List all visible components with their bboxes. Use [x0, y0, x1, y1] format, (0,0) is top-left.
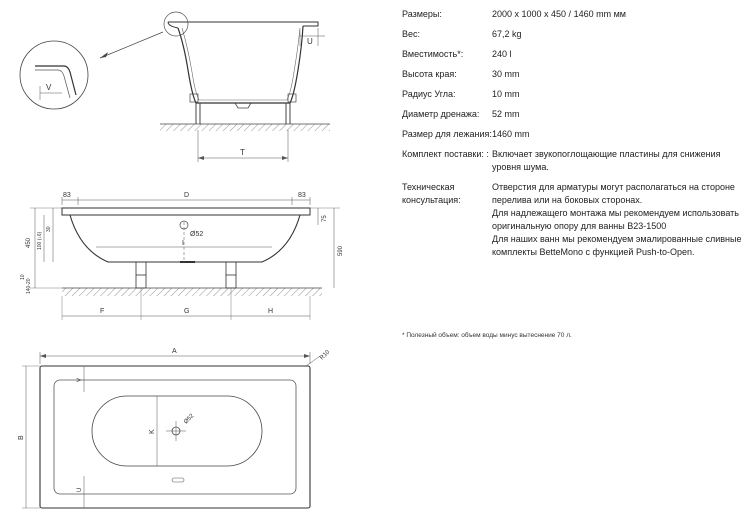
spec-value — [492, 108, 742, 121]
spec-value-line: 2000 x 1000 x 450 / 1460 mm мм — [492, 9, 626, 19]
dim-v-plan-label: V — [77, 377, 83, 382]
dim-f-label: F — [100, 308, 105, 315]
dim-83-right-label: 83 — [298, 192, 306, 199]
spec-label: Размеры: — [402, 9, 442, 19]
dim-t-label: T — [240, 148, 245, 157]
side-elevation-view — [20, 192, 344, 320]
spec-value-line: 30 mm — [492, 69, 520, 79]
dim-450-label: 450 — [26, 237, 32, 248]
spec-value-line: 52 mm — [492, 109, 520, 119]
plan-view — [18, 348, 332, 508]
spec-row — [402, 48, 742, 61]
dim-d52-plan-label: Ø52 — [183, 413, 196, 426]
spec-value-line: Отверстия для арматуры могут располагаться на стороне перелива или на боковых сторонах. — [492, 182, 735, 205]
spec-value-line: 67,2 kg — [492, 29, 522, 39]
tub-section-outline — [178, 26, 303, 103]
dim-i-label: I — [182, 240, 184, 247]
spec-value — [492, 68, 742, 81]
floor-hatch-side — [62, 288, 322, 296]
dim-10-label: 10 — [20, 274, 26, 280]
spec-label: Вместимость*: — [402, 49, 464, 59]
spec-value — [492, 8, 742, 21]
footnote: * Полезный объем: объем воды минус вытеснение 70 л. — [402, 332, 572, 339]
spec-value — [492, 148, 742, 174]
tub-plan-outline — [40, 366, 310, 508]
spec-row — [402, 128, 742, 141]
spec-row — [402, 181, 742, 259]
spec-label: Радиус Угла: — [402, 89, 456, 99]
spec-value-line: Включает звукопоглощающие пластины для снижения уровня шума. — [492, 149, 721, 172]
spec-row — [402, 88, 742, 101]
spec-label: Комплект поставки: : — [402, 149, 489, 159]
dim-k-label: K — [149, 429, 156, 434]
dim-u-plan-label: U — [77, 487, 83, 492]
spec-value-line: 240 l — [492, 49, 512, 59]
dim-d52-side-label: Ø52 — [190, 231, 204, 238]
dim-83-left-label: 83 — [63, 192, 71, 199]
tub-side-outline — [70, 215, 300, 262]
spec-value-line: 1460 mm — [492, 129, 530, 139]
spec-value — [492, 28, 742, 41]
dim-30-label: 30 — [46, 226, 52, 232]
dim-r10-label: R10 — [319, 349, 332, 362]
floor-hatch — [160, 124, 330, 131]
dim-u-label: U — [307, 37, 313, 46]
spec-label: Вес: — [402, 29, 421, 39]
spec-value-line: Для надлежащего монтажа мы рекомендуем использовать оригинальную опору для ванны B23-1500 — [492, 208, 739, 231]
spec-row — [402, 148, 742, 174]
dim-75-label: 75 — [322, 215, 328, 222]
spec-table — [402, 8, 742, 266]
dim-b-label: B — [18, 435, 25, 440]
cross-section-view — [100, 12, 330, 162]
spec-label: Высота края: — [402, 69, 457, 79]
spec-row — [402, 68, 742, 81]
dim-140-label: 140-20 — [26, 278, 32, 294]
spec-label: Размер для лежания: — [402, 129, 492, 139]
spec-label: Техническая консультация: — [402, 182, 461, 205]
spec-value-line: Для наших ванн мы рекомендуем эмалированные сливные комплекты BetteMono с функцией Push-to-Open. — [492, 234, 742, 257]
dim-d-label: D — [184, 192, 190, 199]
spec-row — [402, 8, 742, 21]
spec-value — [492, 48, 742, 61]
dim-a-label: A — [172, 348, 177, 355]
spec-row — [402, 108, 742, 121]
spec-value — [492, 128, 742, 141]
dim-v-detail-label: V — [46, 83, 52, 92]
dim-590-label: 590 — [338, 245, 344, 256]
spec-label: Диаметр дренажа: — [402, 109, 480, 119]
dim-g-label: G — [184, 308, 190, 315]
spec-row — [402, 28, 742, 41]
dim-100-label: 100 (↓6) — [37, 231, 43, 250]
rim-detail-view — [20, 41, 88, 109]
spec-value — [492, 88, 742, 101]
spec-value-line: 10 mm — [492, 89, 520, 99]
dim-h-label: H — [268, 308, 274, 315]
spec-value — [492, 181, 742, 259]
